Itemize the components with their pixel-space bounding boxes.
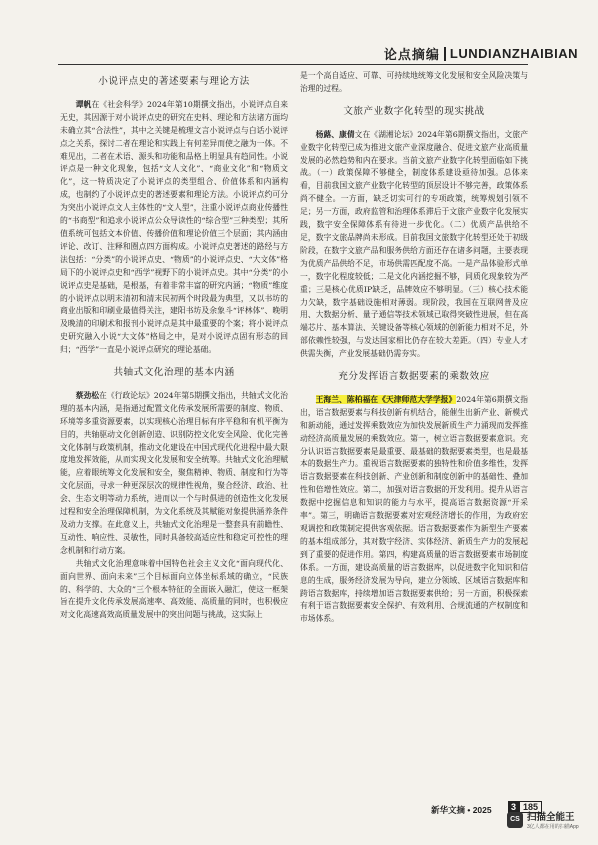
article-paragraph (300, 394, 528, 626)
article-title-cultural-governance: 共轴式文化治理的基本内涵 (113, 367, 235, 379)
article-paragraph (60, 99, 288, 357)
article-author-highlighted: 王海兰、陈柏福在《天津师范大学学报》 (315, 394, 457, 404)
brand-pinyin: LUNDIANZHAIBIAN (449, 46, 578, 61)
article-title-digital-tourism: 文旅产业数字化转型的现实挑战 (343, 105, 485, 117)
issue-number: 3 (508, 801, 519, 813)
article-paragraph (60, 390, 288, 558)
scanner-app-name: 扫描全能王 (527, 812, 575, 823)
header-rule (58, 64, 528, 65)
footer-magazine-label: 新华文摘 • 2025 (431, 805, 492, 815)
brand-divider (444, 47, 446, 61)
article-body: 2024年第6期撰文指出，语言数据要素与科技创新有机结合，能催生出新产业、新模式和新动能，通过发挥乘数效应为加快发展新质生产力涌现而发挥推动经济高质量发展的乘数效应。第一，树立语言数据要素意识。充分认识语言数据要素是最重要、最基础的数据要素类型，也是最基本的数据生产力。重视语言数据要素的独特性和价值多维性，发挥语言数据要素在科技创新、产业创新和制度创新中的基础性、叠加性和倍增性效应。第二，加强对语言数据的开发利用。提升从语言数据中挖掘信息和知识的能力与水平，提高语言数据资源“开采率”。第三，明确语言数据要素对宏观经济增长的作用，为政府宏观调控和政策制定提供客观依据。语言数据要素作为新型生产要素的基本组成部分，其对数字经济、实体经济、新质生产力的发展起到了重要的促进作用。第四，构建高质量的语言数据要素市场制度体系。一方面，建设高质量的语言数据库，以促进数字化知识和信息的生成，服务经济发展为导向，建立分领域、区域语言数据库和跨语言数据库，持续增加语言数据要素供给；另一方面，积极探索有利于语言数据要素安全保护、有效利用、合规流通的产权制度和市场体系。 (300, 394, 528, 624)
brand-chinese: 论点摘编 (383, 48, 440, 63)
article-title-fiction-commentary: 小说评点史的著述要素与理论方法 (98, 76, 250, 87)
article-continuation: 是一个高自适应、可靠、可持续地统筹文化发展和安全风险决策与治理的过程。 (300, 71, 528, 93)
scanner-watermark (507, 809, 579, 830)
scanner-tagline: 3亿人都在用的扫描App (527, 824, 579, 830)
article-paragraph (300, 129, 528, 361)
column-brand (384, 44, 578, 63)
right-column (300, 70, 528, 626)
article-body: 在《行政论坛》2024年第5期撰文指出，共轴式文化治理的基本内涵，是指通过配置文化传承发展所需要的制度、物质、环境等多重资源要素，以实现核心治理目标有序平稳和有机平衡为目的，共轴驱动文化创新创造、识别防控文化安全风险、优化完善文化体制与政策机制，推动文化建设在中国式现代化进程中最大限度地发挥效能，从而实现文化发展和安全统筹。共轴式文化治理赋能，应着眼统筹文化发展和安全，聚焦精神、物质、制度和行为等文化层面，寻求一种更深层次的规律性视角，聚合经济、政治、社会、生态文明等动力系统，进而以一个与时俱进的创造性文化发展过程和安全治理保障机制，为文化系统及其赋能对象提供涵养条件及动力支撑。在此意义上，共轴式文化治理是一整套具有前瞻性、互动性、响应性、灵敏性，同时具备较高适应性和稳定可控性的理念机制和行动方案。 (60, 390, 288, 555)
article-author: 杨蕗、康倩 (315, 129, 355, 139)
article-author: 蔡劲松 (75, 390, 100, 400)
article-body: 在《社会科学》2024年第10期撰文指出，小说评点自来无史，其因源于对小说评点史的研究在史料、理论和方法诸方面均未确立其“合法性”，其中之关键是梳理文言小说评点与白话小说评点之关系，探讨二者在理论和实践上有何差异而使之融为一体。不难见出，二者在术语、源头和功能和品格上明显具有趋同性。小说评点是一种文化现象，包括“文人文化”、“商业文化”和“物质文化”，这一特质决定了小说评点的类型组合、价值体系和内涵构成，也制约了小说评点史的著述要素和理论方法。小说评点约可分为突出小说评点文人主体性的“文人型”，注重小说评点商业传播性的“书商型”和追求小说评点公众导读性的“综合型”三种类型；其所值系统可包括文本价值、传播价值和理论价值三个层面；其内涵由评论、改订、注释和圈点四方面构成。小说评点史著述的路经与方法包括：“分类”的小说评点史、“物质”的小说评点史、“大文体”格局下的小说评点史和“西学”视野下的小说评点史。其中“分类”的小说评点史是基础，是根基，有着非常丰富的研究内涵；“物质”维度的小说评点以明末清初和清末民初两个时段最为典型，又以书坊的商业出版和印刷业最值得关注，建阳书坊及余象斗“评林体”、晚明及晚清的印刷术和报刊小说评点是其中最重要的个案；将小说评点史研究融入小说“大文体”格局之中，是对小说评点固有形态的回归；“西学”一直是小说评点研究的理论基础。 (60, 99, 289, 355)
article-paragraph: 共轴式文化治理意味着中国特色社会主义文化“面向现代化、面向世界、面向未来”三个目标面向立体坐标系域的确立，“民族的、科学的、大众的”三个根本特征的全面嵌入融汇，使这一框架旨在提升文化传承发展高速率、高效能、高质量的同时，也积极应对文化高速高效高质量发展中的突出问题与挑战，这实际上 (60, 558, 288, 620)
article-body: 文在《湖湘论坛》2024年第6期撰文指出，文旅产业数字化转型已成为推进文旅产业深度融合、促进文旅产业高质量发展的必然趋势和内在要求。当前文旅产业数字化转型面临如下挑战。（一）政策保障不够健全，制度体系建设亟待加强。总体来看，目前我国文旅产业数字化转型的顶层设计不够完善，政策体系尚不健全。一方面，缺乏切实可行的专项政策，统筹规划引领不足；另一方面，政府监管和治理体系滞后于文旅产业数字化发展实践，数字安全保障体系有待进一步优化。（二）优质产品供给不足，数字文旅品牌尚未形成。目前我国文旅数字化转型还处于初级阶段，在数字文旅产品和服务供给方面还存在诸多问题，主要表现为优质产品供给不足，市场供需匹配度不高。一是产品体验形式单一，数字化程度较低；二是文化内涵挖掘不够，同质化现象较为严重；三是核心优质IP缺乏，品牌效应不够明显。（三）核心技术能力欠缺，数字基础设施相对薄弱。现阶段，我国在互联网普及应用、大数据分析、量子通信等技术领域已取得突破性进展，但在高端芯片、基本算法、关键设备等核心领域的创新能力相对不足，外部依赖性较强，与发达国家相比仍存在较大差距。（四）专业人才供需失衡，产业发展基础仍需夯实。 (300, 129, 528, 359)
left-column (60, 70, 288, 622)
camscanner-logo-icon: CS (507, 812, 523, 828)
article-author: 谭帆 (75, 99, 92, 109)
article-title-language-data: 充分发挥语言数据要素的乘数效应 (338, 371, 490, 383)
page-number-value: 185 (519, 801, 542, 813)
